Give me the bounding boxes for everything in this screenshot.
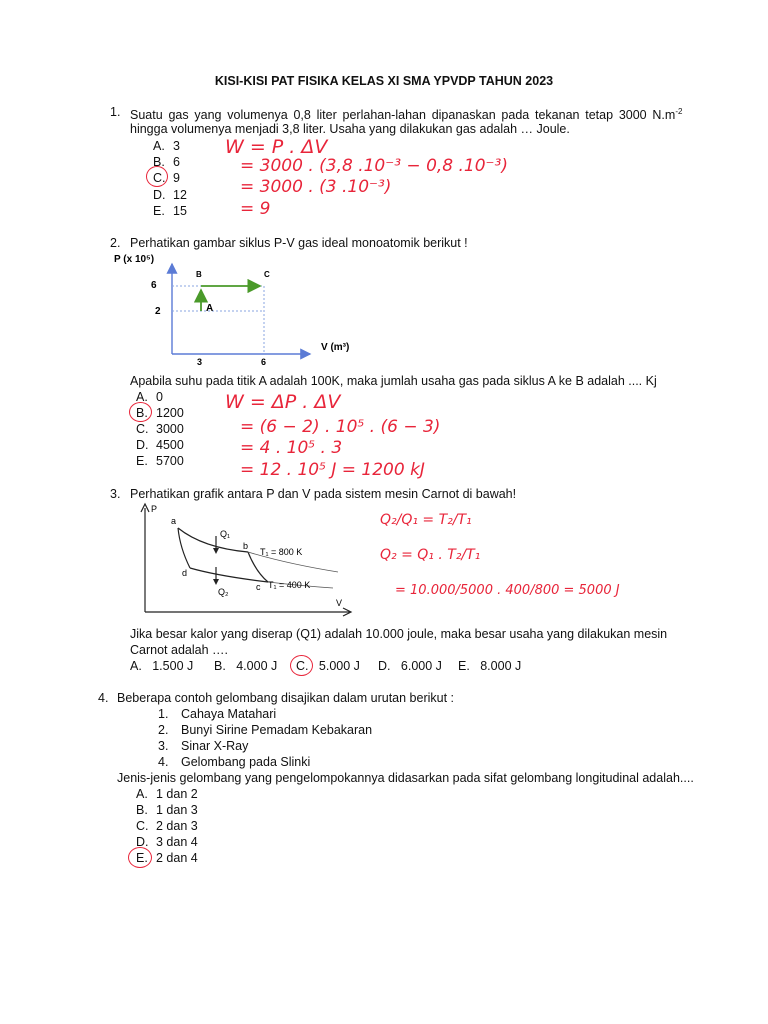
q3-q1-arrowhead bbox=[213, 548, 219, 554]
q2-handwriting-4: = 12 . 10⁵ J = 1200 kJ bbox=[240, 460, 425, 480]
q2-point-b: B bbox=[196, 270, 202, 279]
q3-handwriting-1: Q₂/Q₁ = T₂/T₁ bbox=[380, 512, 472, 528]
q1-answer-circle bbox=[146, 166, 168, 187]
q1-handwriting-4: = 9 bbox=[240, 199, 271, 219]
q2-number: 2. bbox=[110, 236, 121, 250]
q4-option-a[interactable]: A. 1 dan 2 bbox=[136, 787, 198, 801]
q4-list-item-2: 2. Bunyi Sirine Pemadam Kebakaran bbox=[158, 723, 373, 737]
q1-option-e[interactable]: E. 15 bbox=[153, 204, 187, 218]
q3-option-b[interactable]: B. 4.000 J bbox=[214, 659, 278, 673]
page-title: KISI-KISI PAT FISIKA KELAS XI SMA YPVDP TAHUN 2023 bbox=[214, 74, 554, 88]
q3-point-a: a bbox=[171, 516, 177, 526]
q2-option-e[interactable]: E. 5700 bbox=[136, 454, 184, 468]
q3-number: 3. bbox=[110, 487, 121, 501]
q3-curve-ab bbox=[178, 528, 248, 552]
q4-number: 4. bbox=[98, 691, 109, 705]
q3-t1-label: T₁ = 800 K bbox=[260, 547, 303, 557]
q4-text2: Jenis-jenis gelombang yang pengelompokannya didasarkan pada sifat gelombang longitudinal adalah.... bbox=[117, 771, 694, 785]
q2-text: Perhatikan gambar siklus P-V gas ideal monoatomik berikut ! bbox=[130, 236, 468, 250]
q2-pv-diagram bbox=[110, 250, 370, 372]
q2-tick-x3: 3 bbox=[197, 357, 203, 367]
q4-option-d[interactable]: D. 3 dan 4 bbox=[136, 835, 198, 849]
q4-option-c[interactable]: C. 2 dan 3 bbox=[136, 819, 198, 833]
q2-option-c[interactable]: C. 3000 bbox=[136, 422, 184, 436]
q4-option-b[interactable]: B. 1 dan 3 bbox=[136, 803, 198, 817]
q3-answer-circle bbox=[290, 655, 313, 676]
q3-point-b: b bbox=[243, 541, 249, 551]
q1-handwriting-3: = 3000 . (3 .10⁻³) bbox=[240, 177, 392, 197]
q3-p-label: P bbox=[151, 504, 158, 514]
q3-option-e[interactable]: E. 8.000 J bbox=[458, 659, 522, 673]
q3-curve-cd bbox=[190, 568, 268, 582]
q1-handwriting-2: = 3000 . (3,8 .10⁻³ − 0,8 .10⁻³) bbox=[240, 156, 508, 176]
q2-tick-x6: 6 bbox=[261, 357, 267, 367]
q1-text-line1: Suatu gas yang volumenya 0,8 liter perlahan-lahan dipanaskan pada tekanan tetap 3000 $N.m^{-2}$ bbox=[130, 107, 683, 123]
q3-handwriting-3: = 10.000/5000 . 400/800 = 5000 J bbox=[395, 583, 620, 598]
q3-option-d[interactable]: D. 6.000 J bbox=[378, 659, 442, 673]
q3-option-c[interactable]: C. 5.000 J bbox=[296, 659, 360, 673]
q2-point-c: C bbox=[264, 270, 270, 279]
q2-tick-6: 6 bbox=[151, 280, 157, 291]
q2-option-b[interactable]: B. 1200 bbox=[136, 406, 184, 420]
q2-option-a[interactable]: A. 0 bbox=[136, 390, 163, 404]
q3-text2-line2: Carnot adalah …. bbox=[130, 643, 228, 657]
q3-point-d: d bbox=[182, 568, 188, 578]
q2-point-a: A bbox=[206, 303, 214, 314]
q4-text: Beberapa contoh gelombang disajikan dalam urutan berikut : bbox=[117, 691, 455, 705]
q2-x-axis-label: V (m³) bbox=[321, 342, 350, 353]
q3-curve-da bbox=[178, 528, 190, 568]
q3-option-a[interactable]: A. 1.500 J bbox=[130, 659, 194, 673]
q2-answer-circle bbox=[129, 402, 152, 422]
q1-text-line2: hingga volumenya menjadi 3,8 liter. Usaha yang dilakukan gas adalah … Joule. bbox=[130, 122, 570, 136]
q4-list-item-3: 3. Sinar X-Ray bbox=[158, 739, 249, 753]
q3-carnot-diagram bbox=[128, 502, 358, 620]
q2-tick-2: 2 bbox=[155, 306, 161, 317]
q2-handwriting-3: = 4 . 10⁵ . 3 bbox=[240, 438, 343, 458]
q3-q2-label: Q₂ bbox=[218, 587, 229, 597]
q3-point-c: c bbox=[256, 582, 261, 592]
q1-option-b[interactable]: B. 6 bbox=[153, 155, 180, 169]
q2-text2: Apabila suhu pada titik A adalah 100K, maka jumlah usaha gas pada siklus A ke B adalah .... Kj bbox=[130, 374, 657, 388]
q3-v-label: V bbox=[336, 598, 343, 608]
q2-handwriting-1: W = ΔP . ΔV bbox=[225, 391, 341, 413]
q4-answer-circle bbox=[128, 847, 152, 868]
q3-q1-label: Q₁ bbox=[220, 529, 231, 539]
q1-handwriting-1: W = P . ΔV bbox=[225, 136, 328, 158]
q2-handwriting-2: = (6 − 2) . 10⁵ . (6 − 3) bbox=[240, 417, 441, 437]
q1-option-d[interactable]: D. 12 bbox=[153, 188, 187, 202]
q2-option-d[interactable]: D. 4500 bbox=[136, 438, 184, 452]
q3-text: Perhatikan grafik antara P dan V pada sistem mesin Carnot di bawah! bbox=[130, 487, 517, 501]
q3-text2-line1: Jika besar kalor yang diserap (Q1) adalah 10.000 joule, maka besar usaha yang dilakukan mesin bbox=[130, 627, 668, 641]
q4-option-e[interactable]: E. 2 dan 4 bbox=[136, 851, 198, 865]
q3-t2-label: T₁ = 400 K bbox=[268, 580, 311, 590]
q4-list-item-4: 4. Gelombang pada Slinki bbox=[158, 755, 311, 769]
q3-handwriting-2: Q₂ = Q₁ . T₂/T₁ bbox=[380, 547, 481, 563]
q2-y-axis-label: P (x 10⁵) bbox=[114, 254, 155, 265]
q4-list-item-1: 1. Cahaya Matahari bbox=[158, 707, 277, 721]
q1-option-c[interactable]: C. 9 bbox=[153, 171, 180, 185]
q1-option-a[interactable]: A. 3 bbox=[153, 139, 180, 153]
q1-number: 1. bbox=[110, 105, 121, 119]
q3-q2-arrowhead bbox=[213, 579, 219, 585]
